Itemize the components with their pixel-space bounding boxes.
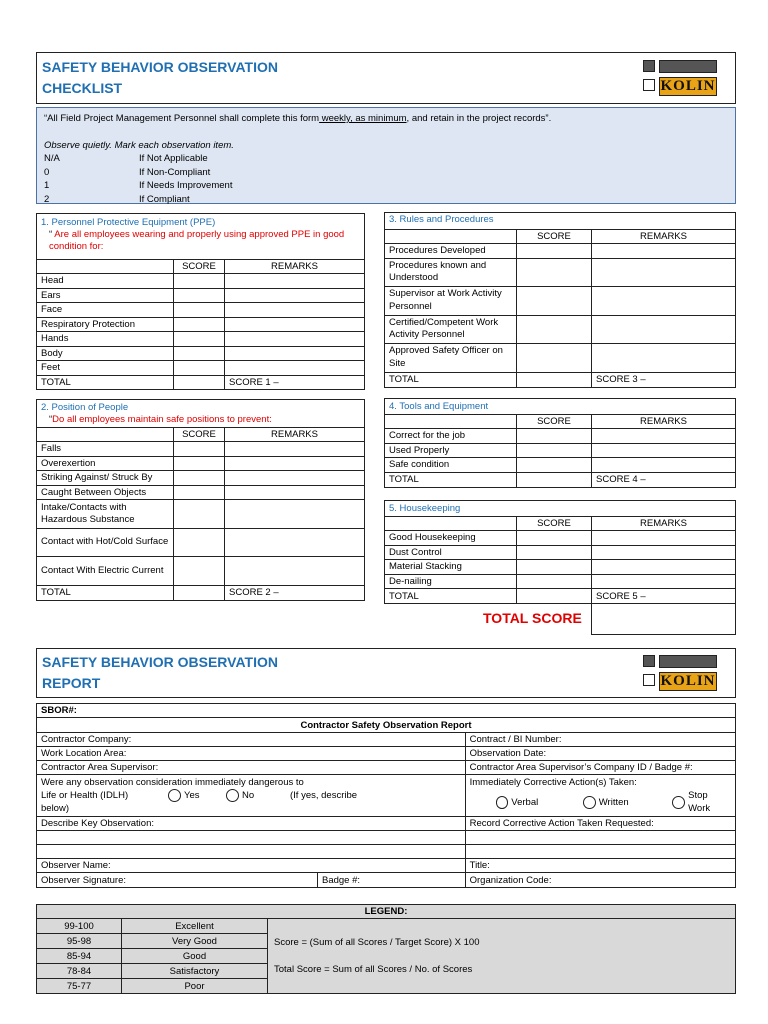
housekeeping-item: Dust Control <box>385 545 517 560</box>
scale-key: 1 <box>44 180 50 191</box>
legend-table <box>36 904 736 994</box>
observation-report-form <box>36 703 736 888</box>
tools-score-cell[interactable] <box>517 429 592 444</box>
position-score-label: SCORE 2 – <box>225 585 365 600</box>
tools-remarks-cell[interactable] <box>592 458 736 473</box>
position-remarks-cell[interactable] <box>225 500 365 529</box>
intro-quote-underlined: weekly, as minimum <box>319 113 407 124</box>
ppe-score-cell[interactable] <box>174 303 225 318</box>
intro-instruction: Observe quietly. Mark each observation item. <box>44 139 234 151</box>
rules-score-cell[interactable] <box>517 258 592 287</box>
housekeeping-score-header: SCORE <box>517 517 592 531</box>
badge-number-field[interactable]: Badge #: <box>318 873 466 888</box>
position-table <box>36 399 365 601</box>
legend-heading: LEGEND: <box>37 905 736 919</box>
contractor-company-field[interactable]: Contractor Company: <box>37 733 466 747</box>
legend-rating: Poor <box>122 979 268 994</box>
housekeeping-score-cell[interactable] <box>517 560 592 575</box>
legend-rating: Very Good <box>122 934 268 949</box>
tools-remarks-header: REMARKS <box>592 415 736 429</box>
contract-number-field[interactable]: Contract / BI Number: <box>465 733 735 747</box>
housekeeping-remarks-cell[interactable] <box>592 560 736 575</box>
position-remarks-cell[interactable] <box>225 442 365 457</box>
describe-key-observation-field[interactable]: Describe Key Observation: <box>37 817 466 831</box>
legend-rating: Excellent <box>122 919 268 934</box>
kolin-logo-text: KOLIN <box>660 673 716 689</box>
position-header <box>37 400 365 428</box>
ppe-score-cell[interactable] <box>174 346 225 361</box>
observation-date-field[interactable]: Observation Date: <box>465 747 735 761</box>
position-total-cell[interactable] <box>174 585 225 600</box>
ppe-item: Ears <box>37 288 174 303</box>
ppe-remarks-cell[interactable] <box>225 274 365 289</box>
title-field[interactable]: Title: <box>465 859 735 873</box>
ppe-remarks-cell[interactable] <box>225 361 365 376</box>
stop-work-radio[interactable] <box>672 796 685 809</box>
position-total-label: TOTAL <box>37 585 174 600</box>
rules-item: Procedures Developed <box>385 244 517 259</box>
ppe-remarks-cell[interactable] <box>225 317 365 332</box>
sbor-number-field[interactable]: SBOR#: <box>37 704 736 718</box>
tools-score-label: SCORE 4 – <box>592 472 736 487</box>
report-title-line1: SAFETY BEHAVIOR OBSERVATION <box>42 654 278 670</box>
rules-remarks-cell[interactable] <box>592 244 736 259</box>
ppe-item: Body <box>37 346 174 361</box>
ppe-score-label: SCORE 1 – <box>225 375 365 390</box>
total-score-field[interactable] <box>591 603 736 635</box>
rules-heading: 3. Rules and Procedures <box>389 214 494 225</box>
tools-item: Used Properly <box>385 443 517 458</box>
checklist-title-line1: SAFETY BEHAVIOR OBSERVATION <box>42 59 278 75</box>
tools-total-cell[interactable] <box>517 472 592 487</box>
idlh-question-cell <box>37 775 466 817</box>
ppe-item: Respiratory Protection <box>37 317 174 332</box>
housekeeping-item: Material Stacking <box>385 560 517 575</box>
ppe-score-cell[interactable] <box>174 288 225 303</box>
ppe-score-cell[interactable] <box>174 332 225 347</box>
ppe-score-cell[interactable] <box>174 317 225 332</box>
checklist-title-line2: CHECKLIST <box>42 80 123 96</box>
rules-item: Procedures known and Understood <box>385 258 517 287</box>
legend-rating: Satisfactory <box>122 964 268 979</box>
legend-range: 78-84 <box>37 964 122 979</box>
idlh-note-below: below) <box>41 803 69 814</box>
position-item: Contact with Hot/Cold Surface <box>37 528 174 557</box>
rules-item: Supervisor at Work Activity Personnel <box>385 287 517 316</box>
tools-remarks-cell[interactable] <box>592 429 736 444</box>
housekeeping-remarks-cell[interactable] <box>592 545 736 560</box>
intro-quote-b: , and retain in the project records”. <box>406 113 552 124</box>
scale-key: 0 <box>44 166 50 178</box>
supervisor-badge-field[interactable]: Contractor Area Supervisor’s Company ID / Badge #: <box>465 761 735 775</box>
ppe-table <box>36 213 365 390</box>
ppe-question: “ Are all employees wearing and properly using approved PPE in good condition for: <box>49 229 345 252</box>
ppe-header <box>37 214 365 260</box>
tools-total-label: TOTAL <box>385 472 517 487</box>
scale-desc: If Compliant <box>139 193 190 205</box>
corrective-blank-line[interactable] <box>465 831 735 845</box>
rules-remarks-cell[interactable] <box>592 258 736 287</box>
ppe-item: Head <box>37 274 174 289</box>
idlh-label: Life or Health (IDLH) <box>41 790 129 801</box>
position-remarks-cell[interactable] <box>225 485 365 500</box>
housekeeping-remarks-cell[interactable] <box>592 574 736 589</box>
ppe-heading: 1. Personnel Protective Equipment (PPE) <box>41 217 216 228</box>
position-remarks-cell[interactable] <box>225 456 365 471</box>
legend-range: 75-77 <box>37 979 122 994</box>
work-location-field[interactable]: Work Location Area: <box>37 747 466 761</box>
kolin-logo <box>643 58 719 98</box>
housekeeping-score-cell[interactable] <box>517 574 592 589</box>
rules-header <box>385 213 736 230</box>
tools-header <box>385 399 736 415</box>
position-score-header: SCORE <box>174 428 225 442</box>
rules-item: Approved Safety Officer on Site <box>385 344 517 373</box>
idlh-no-label: No <box>242 790 255 801</box>
intro-quote-a: “All Field Project Management Personnel shall complete this form <box>44 113 320 124</box>
total-score-formula: Total Score = Sum of all Scores / No. of Scores <box>274 964 473 975</box>
rules-table <box>384 212 736 388</box>
tools-remarks-cell[interactable] <box>592 443 736 458</box>
ppe-score-header: SCORE <box>174 260 225 274</box>
written-radio[interactable] <box>583 796 596 809</box>
ppe-total-label: TOTAL <box>37 375 174 390</box>
idlh-yes-radio[interactable] <box>168 789 181 802</box>
checklist-header <box>36 52 736 104</box>
ppe-item: Face <box>37 303 174 318</box>
position-item: Intake/Contacts with Hazardous Substance <box>37 500 174 529</box>
written-label: Written <box>598 796 629 808</box>
ppe-remarks-cell[interactable] <box>225 332 365 347</box>
total-score-label: TOTAL SCORE <box>483 610 582 626</box>
area-supervisor-field[interactable]: Contractor Area Supervisor: <box>37 761 466 775</box>
position-item: Overexertion <box>37 456 174 471</box>
scale-desc: If Not Applicable <box>139 153 208 164</box>
record-corrective-action-field[interactable]: Record Corrective Action Taken Requested: <box>465 817 735 831</box>
rules-score-cell[interactable] <box>517 315 592 344</box>
housekeeping-header <box>385 501 736 517</box>
position-question: “Do all employees maintain safe positions to prevent: <box>49 414 272 425</box>
housekeeping-table <box>384 500 736 604</box>
ppe-remarks-header: REMARKS <box>225 260 365 274</box>
rules-score-cell[interactable] <box>517 344 592 373</box>
housekeeping-heading: 5. Housekeeping <box>389 503 461 514</box>
corrective-action-cell <box>465 775 735 817</box>
report-header <box>36 648 736 698</box>
legend-range: 85-94 <box>37 949 122 964</box>
tools-table <box>384 398 736 488</box>
ppe-remarks-cell[interactable] <box>225 346 365 361</box>
corrective-action-question: Immediately Corrective Action(s) Taken: <box>469 777 637 788</box>
position-item: Striking Against/ Struck By <box>37 471 174 486</box>
position-item: Falls <box>37 442 174 457</box>
housekeeping-score-cell[interactable] <box>517 545 592 560</box>
corrective-blank-line[interactable] <box>465 845 735 859</box>
kolin-logo-text: KOLIN <box>660 78 716 94</box>
observer-signature-field[interactable]: Observer Signature: <box>37 873 318 888</box>
position-remarks-cell[interactable] <box>225 471 365 486</box>
rules-remarks-header: REMARKS <box>592 230 736 244</box>
scale-desc: If Non-Compliant <box>139 166 211 178</box>
position-item: Contact With Electric Current <box>37 557 174 586</box>
observation-blank-line[interactable] <box>37 845 466 859</box>
position-remarks-header: REMARKS <box>225 428 365 442</box>
rules-total-cell[interactable] <box>517 372 592 387</box>
tools-score-cell[interactable] <box>517 443 592 458</box>
legend-formulas <box>268 919 736 994</box>
ppe-item: Feet <box>37 361 174 376</box>
rules-score-header: SCORE <box>517 230 592 244</box>
scale-key: N/A <box>44 153 60 164</box>
rules-remarks-cell[interactable] <box>592 315 736 344</box>
kolin-logo <box>643 653 719 693</box>
ppe-total-cell[interactable] <box>174 375 225 390</box>
score-formula: Score = (Sum of all Scores / Target Score) X 100 <box>274 937 480 948</box>
position-score-cell[interactable] <box>174 442 225 457</box>
housekeeping-score-label: SCORE 5 – <box>592 589 736 604</box>
idlh-yes-label: Yes <box>184 790 200 801</box>
tools-item: Correct for the job <box>385 429 517 444</box>
position-score-cell[interactable] <box>174 471 225 486</box>
rules-item: Certified/Competent Work Activity Personnel <box>385 315 517 344</box>
tools-item: Safe condition <box>385 458 517 473</box>
ppe-remarks-cell[interactable] <box>225 288 365 303</box>
housekeeping-score-cell[interactable] <box>517 531 592 546</box>
verbal-label: Verbal <box>511 796 539 808</box>
ppe-score-cell[interactable] <box>174 361 225 376</box>
ppe-item: Hands <box>37 332 174 347</box>
observer-name-field[interactable]: Observer Name: <box>37 859 466 873</box>
scale-desc: If Needs Improvement <box>139 180 233 191</box>
instructions-box <box>36 107 736 204</box>
position-heading: 2. Position of People <box>41 402 129 413</box>
position-score-cell[interactable] <box>174 456 225 471</box>
position-score-cell[interactable] <box>174 557 225 586</box>
tools-score-cell[interactable] <box>517 458 592 473</box>
housekeeping-total-label: TOTAL <box>385 589 517 604</box>
ppe-remarks-cell[interactable] <box>225 303 365 318</box>
rules-score-cell[interactable] <box>517 244 592 259</box>
position-score-cell[interactable] <box>174 528 225 557</box>
position-remarks-cell[interactable] <box>225 528 365 557</box>
organization-code-field[interactable]: Organization Code: <box>465 873 735 888</box>
position-score-cell[interactable] <box>174 485 225 500</box>
form-title: Contractor Safety Observation Report <box>37 718 736 733</box>
idlh-note: (If yes, describe <box>290 790 358 801</box>
observation-blank-line[interactable] <box>37 831 466 845</box>
housekeeping-remarks-header: REMARKS <box>592 517 736 531</box>
ppe-score-cell[interactable] <box>174 274 225 289</box>
legend-rating: Good <box>122 949 268 964</box>
position-score-cell[interactable] <box>174 500 225 529</box>
rules-score-label: SCORE 3 – <box>592 372 736 387</box>
rules-total-label: TOTAL <box>385 372 517 387</box>
rules-remarks-cell[interactable] <box>592 287 736 316</box>
scale-key: 2 <box>44 193 50 205</box>
rules-remarks-cell[interactable] <box>592 344 736 373</box>
tools-score-header: SCORE <box>517 415 592 429</box>
housekeeping-remarks-cell[interactable] <box>592 531 736 546</box>
legend-range: 95-98 <box>37 934 122 949</box>
housekeeping-item: Good Housekeeping <box>385 531 517 546</box>
idlh-question: Were any observation consideration immediately dangerous to <box>41 777 304 788</box>
housekeeping-item: De-nailing <box>385 574 517 589</box>
tools-heading: 4. Tools and Equipment <box>389 401 489 412</box>
housekeeping-total-cell[interactable] <box>517 589 592 604</box>
position-item: Caught Between Objects <box>37 485 174 500</box>
stop-work-label: Stop Work <box>688 790 711 814</box>
legend-range: 99-100 <box>37 919 122 934</box>
idlh-no-radio[interactable] <box>226 789 239 802</box>
report-title-line2: REPORT <box>42 675 101 691</box>
position-remarks-cell[interactable] <box>225 557 365 586</box>
verbal-radio[interactable] <box>496 796 509 809</box>
rules-score-cell[interactable] <box>517 287 592 316</box>
